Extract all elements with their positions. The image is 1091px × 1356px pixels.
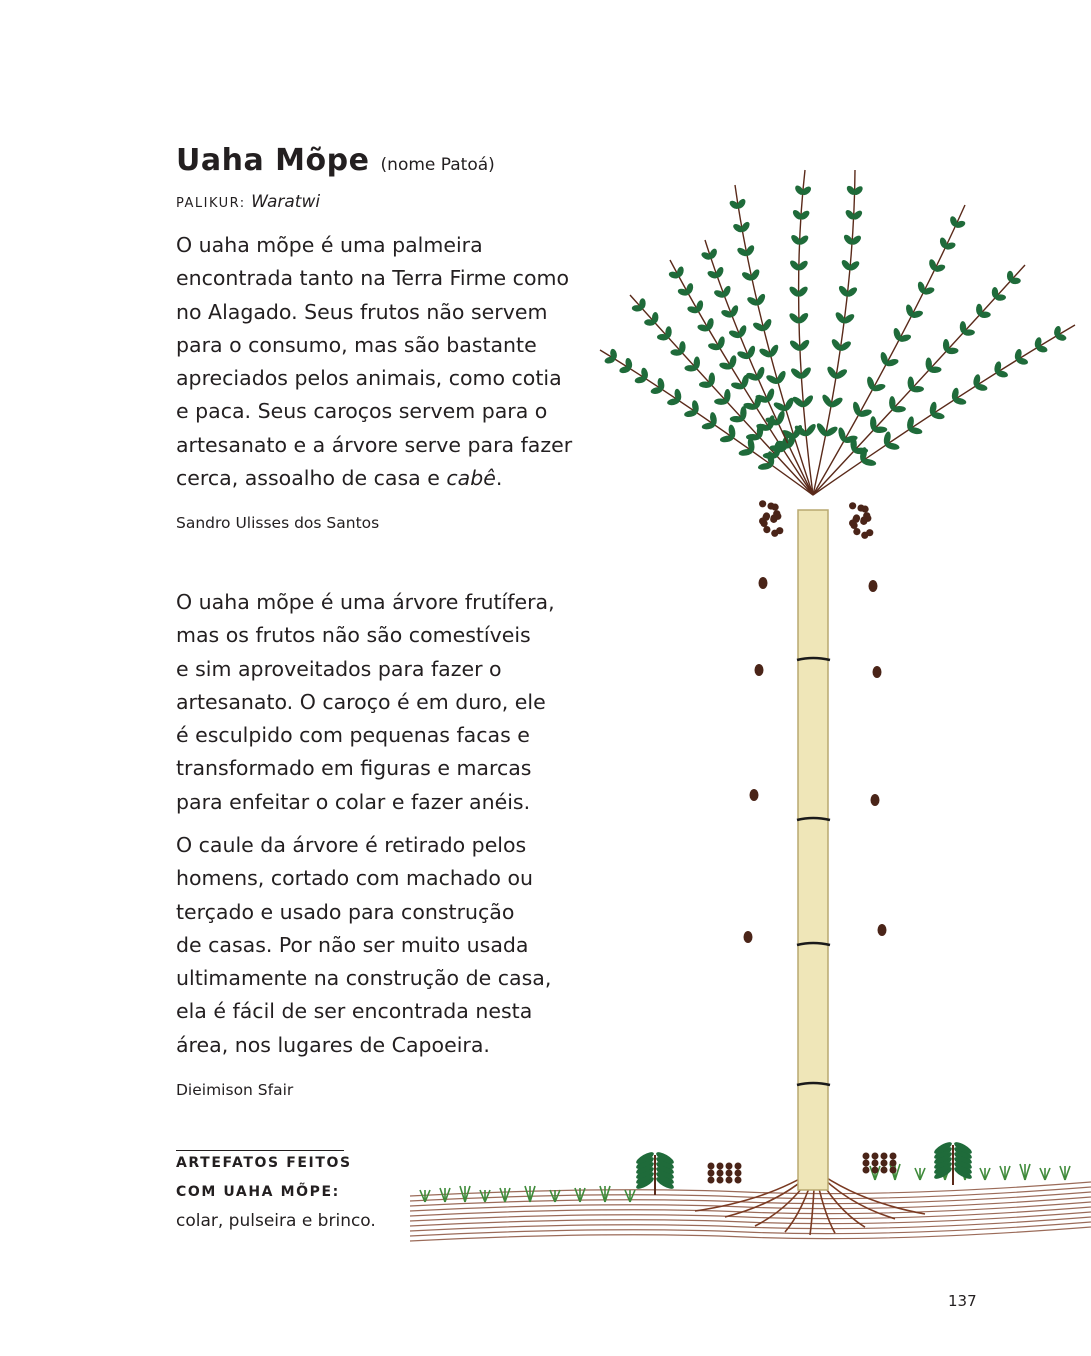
fruit [861,532,868,539]
palm-fronds [600,170,1075,495]
plant-name: Uaha Mõpe [176,143,370,178]
text-line: O uaha mõpe é uma palmeira [176,233,483,257]
seed [873,666,882,678]
text-line: e paca. Seus caroços servem para o [176,399,548,424]
fruit [853,528,860,535]
frond-stem [813,325,1075,495]
pebble [726,1163,733,1170]
pebble [881,1160,888,1167]
text-line: área, nos lugares de Capoeira. [176,1032,490,1057]
text-fragment: cerca, assoalho de casa e [176,466,447,491]
text-line: artesanato e a árvore serve para fazer [176,432,573,457]
frond-stem [813,205,965,495]
palikur-label: PALIKUR: [176,196,246,211]
pebble [863,1167,870,1174]
fruit [763,512,770,519]
palikur-name-line [176,192,320,212]
fruit [774,513,781,520]
pebble [726,1170,733,1177]
plant-name-language: (nome Patoá) [380,155,495,175]
fruit [771,530,778,537]
artifacts-heading-line-1: ARTEFATOS FEITOS [176,1155,352,1171]
pebble [717,1163,724,1170]
pebble [881,1153,888,1160]
fruit [763,526,770,533]
seed [755,664,764,676]
author-1: Sandro Ulisses dos Santos [176,514,380,532]
section-divider [176,1150,344,1151]
text-line: encontrada tanto na Terra Firme como [176,266,570,291]
text-line: apreciados pelos animais, como cotia [176,366,562,391]
seed [871,794,880,806]
text-line: no Alagado. Seus frutos não servem [176,299,548,324]
pebble [735,1177,742,1184]
text-line: de casas. Por não ser muito usada [176,932,529,957]
text-line: é esculpido com pequenas facas e [176,723,530,748]
fruit [853,514,860,521]
text-line: mas os frutos não são comestíveis [176,623,531,648]
fruit [861,506,868,513]
frond-stem [813,170,855,495]
pebble [863,1160,870,1167]
pebble [881,1167,888,1174]
pebble [872,1160,879,1167]
pebble [735,1170,742,1177]
pebble [872,1167,879,1174]
pebble [717,1177,724,1184]
seed [759,577,768,589]
text-line: transformado em figuras e marcas [176,756,532,781]
pebble [735,1163,742,1170]
fruit [864,515,871,522]
text-line: ultimamente na construção de casa, [176,966,552,991]
pebble [708,1163,715,1170]
text-line: O caule da árvore é retirado pelos [176,833,527,857]
fruit [771,504,778,511]
pebble [708,1170,715,1177]
artifacts-heading-line-2: COM UAHA MÕPE: [176,1184,340,1200]
frond-stem [813,265,1025,495]
fruit [849,502,856,509]
palm-trunk [797,510,830,1190]
palikur-name: Waratwi [251,192,321,212]
page-number: 137 [948,1292,977,1310]
seed [750,789,759,801]
palm-tree-illustration [405,150,1091,1250]
text-fragment: . [495,466,503,491]
pebble [726,1177,733,1184]
pebble [708,1177,715,1184]
text-line: para enfeitar o colar e fazer anéis. [176,789,531,814]
artifacts-list: colar, pulseira e brinco. [176,1211,376,1231]
frond-stem [630,295,813,495]
text-line: e sim aproveitados para fazer o [176,656,502,681]
seed [878,924,887,936]
text-line: O uaha mõpe é uma árvore frutífera, [176,590,555,614]
italic-term: cabê [446,466,496,491]
pebble [872,1153,879,1160]
trunk-body [798,510,828,1190]
fruit [759,500,766,507]
ground [410,1182,1091,1241]
text-line: artesanato. O caroço é em duro, ele [176,689,546,714]
text-line: homens, cortado com machado ou [176,866,533,891]
text-line: terçado e usado para construção [176,899,515,924]
pebble [717,1170,724,1177]
frond-stem [670,260,813,495]
text-line: para o consumo, mas são bastante [176,332,537,357]
author-2: Dieimison Sfair [176,1081,294,1099]
pebble [890,1153,897,1160]
pebble [890,1160,897,1167]
seed [869,580,878,592]
seed [744,931,753,943]
text-line: ela é fácil de ser encontrada nesta [176,999,533,1024]
pebble [890,1167,897,1174]
pebble [863,1153,870,1160]
